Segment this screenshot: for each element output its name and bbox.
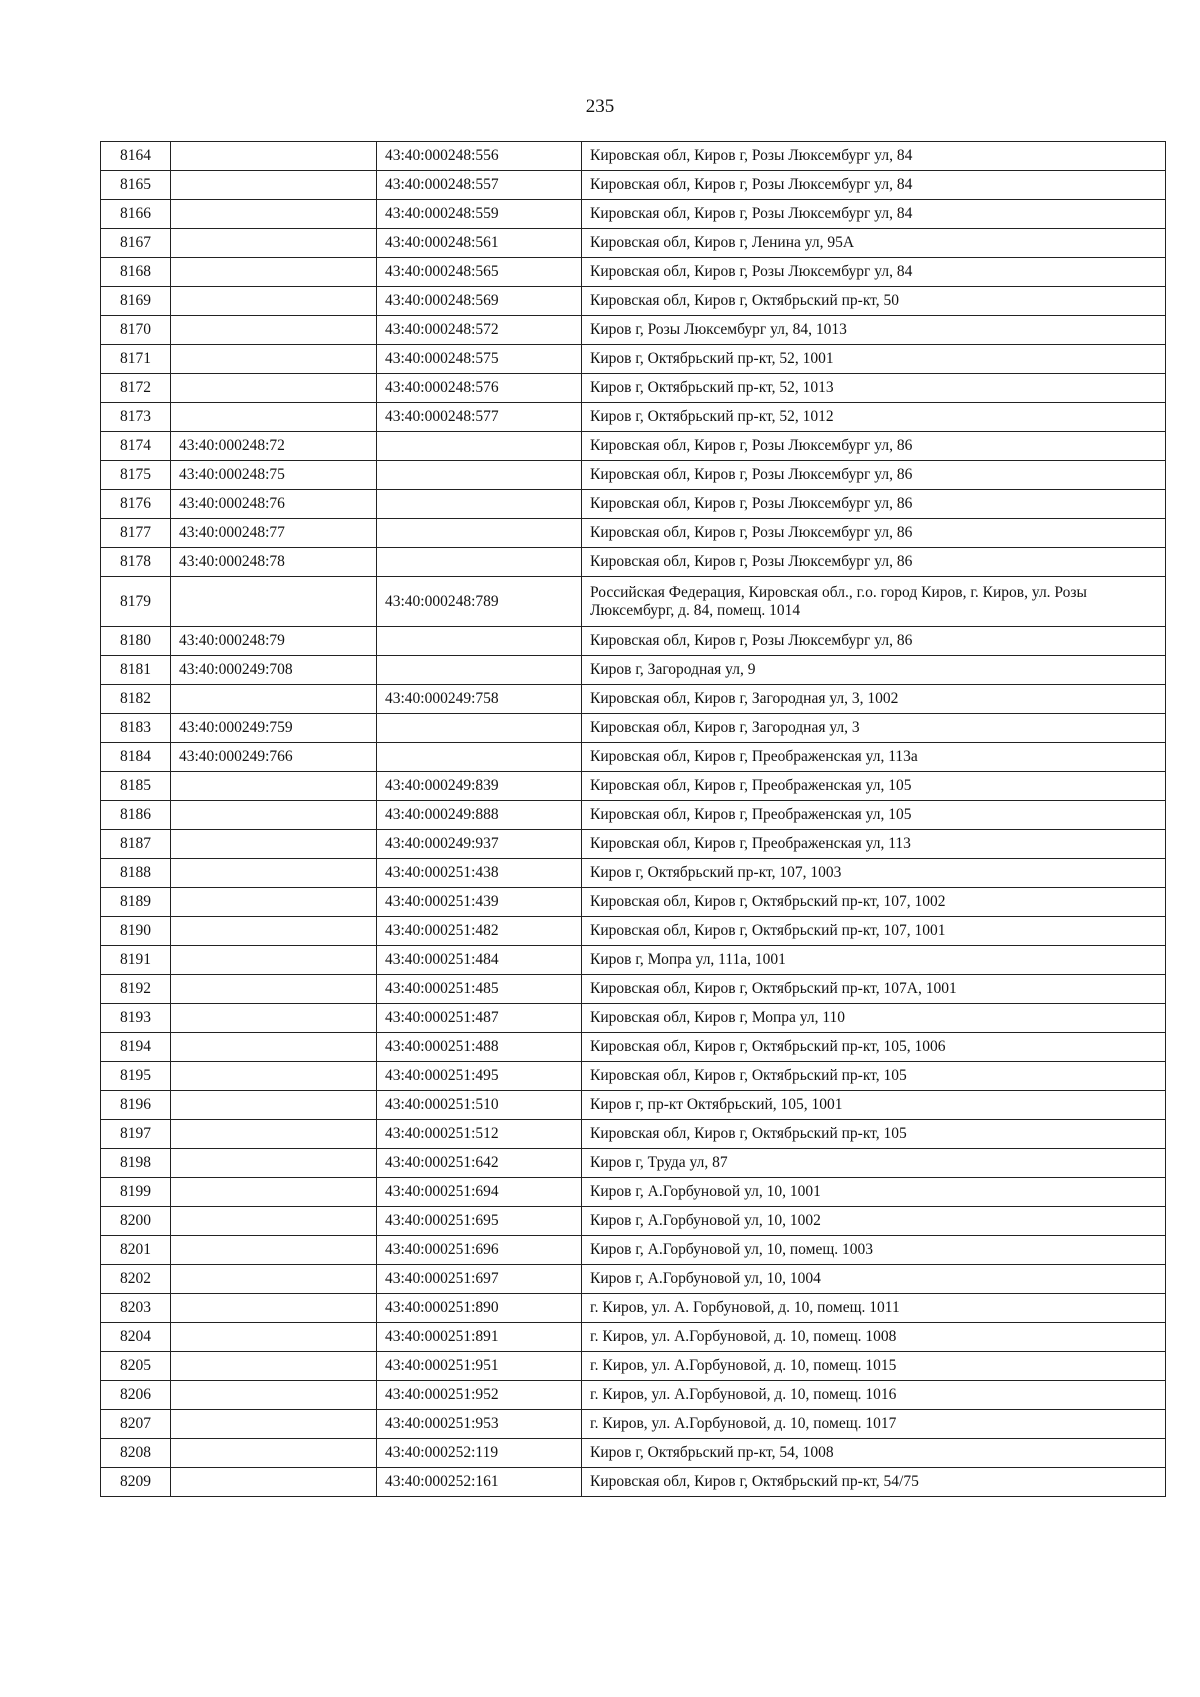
address-cell: Кировская обл, Киров г, Октябрьский пр-кт, 107, 1001 [582,917,1166,946]
land-cadastral-cell [171,1062,377,1091]
building-cadastral-cell: 43:40:000249:937 [377,830,582,859]
table-row [101,1091,1166,1120]
land-cadastral-cell [171,171,377,200]
building-cadastral-cell: 43:40:000248:789 [377,577,582,627]
row-number-cell: 8186 [101,801,171,830]
row-number-cell: 8183 [101,714,171,743]
land-cadastral-cell [171,888,377,917]
building-cadastral-cell [377,656,582,685]
table-row [101,975,1166,1004]
row-number-cell: 8175 [101,461,171,490]
table-row [101,432,1166,461]
building-cadastral-cell: 43:40:000249:758 [377,685,582,714]
address-cell: Кировская обл, Киров г, Розы Люксембург ул, 86 [582,548,1166,577]
land-cadastral-cell [171,1352,377,1381]
row-number-cell: 8180 [101,627,171,656]
address-cell: Кировская обл, Киров г, Октябрьский пр-кт, 107, 1002 [582,888,1166,917]
land-cadastral-cell [171,577,377,627]
registry-table [100,141,1166,1497]
table-row [101,830,1166,859]
table-row [101,1120,1166,1149]
row-number-cell: 8197 [101,1120,171,1149]
table-body [101,142,1166,1497]
building-cadastral-cell: 43:40:000251:890 [377,1294,582,1323]
land-cadastral-cell [171,1149,377,1178]
building-cadastral-cell: 43:40:000248:572 [377,316,582,345]
building-cadastral-cell: 43:40:000248:557 [377,171,582,200]
land-cadastral-cell [171,1323,377,1352]
building-cadastral-cell [377,743,582,772]
building-cadastral-cell: 43:40:000251:952 [377,1381,582,1410]
land-cadastral-cell: 43:40:000248:72 [171,432,377,461]
address-cell: Кировская обл, Киров г, Розы Люксембург ул, 84 [582,171,1166,200]
row-number-cell: 8202 [101,1265,171,1294]
row-number-cell: 8168 [101,258,171,287]
table-row [101,1004,1166,1033]
row-number-cell: 8203 [101,1294,171,1323]
table-row [101,1294,1166,1323]
land-cadastral-cell [171,1410,377,1439]
table-row [101,1381,1166,1410]
building-cadastral-cell: 43:40:000251:891 [377,1323,582,1352]
building-cadastral-cell [377,432,582,461]
address-cell: г. Киров, ул. А.Горбуновой, д. 10, помещ. 1016 [582,1381,1166,1410]
page-number: 235 [585,96,615,117]
row-number-cell: 8178 [101,548,171,577]
land-cadastral-cell [171,1439,377,1468]
table-row [101,548,1166,577]
table-row [101,1033,1166,1062]
table-row [101,1149,1166,1178]
building-cadastral-cell: 43:40:000248:561 [377,229,582,258]
table-row [101,577,1166,627]
building-cadastral-cell: 43:40:000251:694 [377,1178,582,1207]
row-number-cell: 8184 [101,743,171,772]
table-row [101,1323,1166,1352]
land-cadastral-cell [171,1207,377,1236]
land-cadastral-cell [171,859,377,888]
land-cadastral-cell [171,229,377,258]
row-number-cell: 8174 [101,432,171,461]
table-row [101,685,1166,714]
address-cell: Кировская обл, Киров г, Преображенская ул, 105 [582,772,1166,801]
table-row [101,1062,1166,1091]
address-cell: Кировская обл, Киров г, Преображенская ул, 113а [582,743,1166,772]
land-cadastral-cell: 43:40:000248:76 [171,490,377,519]
address-cell: г. Киров, ул. А.Горбуновой, д. 10, помещ. 1017 [582,1410,1166,1439]
address-cell: Кировская обл, Киров г, Розы Люксембург ул, 86 [582,432,1166,461]
land-cadastral-cell [171,345,377,374]
building-cadastral-cell: 43:40:000251:510 [377,1091,582,1120]
table-row [101,859,1166,888]
row-number-cell: 8188 [101,859,171,888]
row-number-cell: 8164 [101,142,171,171]
row-number-cell: 8207 [101,1410,171,1439]
address-cell: г. Киров, ул. А.Горбуновой, д. 10, помещ. 1015 [582,1352,1166,1381]
table-row [101,1468,1166,1497]
land-cadastral-cell [171,287,377,316]
land-cadastral-cell [171,142,377,171]
land-cadastral-cell [171,975,377,1004]
table-row [101,200,1166,229]
building-cadastral-cell: 43:40:000251:485 [377,975,582,1004]
land-cadastral-cell [171,801,377,830]
building-cadastral-cell: 43:40:000248:559 [377,200,582,229]
address-cell: Киров г, А.Горбуновой ул, 10, 1001 [582,1178,1166,1207]
building-cadastral-cell: 43:40:000251:484 [377,946,582,975]
row-number-cell: 8199 [101,1178,171,1207]
row-number-cell: 8200 [101,1207,171,1236]
row-number-cell: 8165 [101,171,171,200]
land-cadastral-cell [171,685,377,714]
row-number-cell: 8169 [101,287,171,316]
address-cell: Кировская обл, Киров г, Загородная ул, 3 [582,714,1166,743]
table-row [101,946,1166,975]
table-row [101,1178,1166,1207]
row-number-cell: 8206 [101,1381,171,1410]
table-row [101,403,1166,432]
building-cadastral-cell: 43:40:000248:576 [377,374,582,403]
address-cell: Киров г, пр-кт Октябрьский, 105, 1001 [582,1091,1166,1120]
address-cell: г. Киров, ул. А.Горбуновой, д. 10, помещ. 1008 [582,1323,1166,1352]
land-cadastral-cell [171,1178,377,1207]
table-row [101,142,1166,171]
land-cadastral-cell: 43:40:000249:708 [171,656,377,685]
building-cadastral-cell [377,714,582,743]
building-cadastral-cell: 43:40:000251:696 [377,1236,582,1265]
table-row [101,627,1166,656]
address-cell: Киров г, Октябрьский пр-кт, 52, 1012 [582,403,1166,432]
building-cadastral-cell: 43:40:000251:512 [377,1120,582,1149]
building-cadastral-cell: 43:40:000251:697 [377,1265,582,1294]
row-number-cell: 8170 [101,316,171,345]
land-cadastral-cell [171,772,377,801]
address-cell: Кировская обл, Киров г, Розы Люксембург ул, 86 [582,461,1166,490]
address-cell: Киров г, А.Горбуновой ул, 10, помещ. 1003 [582,1236,1166,1265]
row-number-cell: 8201 [101,1236,171,1265]
building-cadastral-cell [377,548,582,577]
row-number-cell: 8190 [101,917,171,946]
row-number-cell: 8172 [101,374,171,403]
table-row [101,888,1166,917]
row-number-cell: 8181 [101,656,171,685]
table-row [101,287,1166,316]
land-cadastral-cell [171,1091,377,1120]
table-row [101,714,1166,743]
table-row [101,1207,1166,1236]
address-cell: Российская Федерация, Кировская обл., г.о. город Киров, г. Киров, ул. Розы Люксембург, д. 84, помещ. 1014 [582,577,1166,627]
building-cadastral-cell: 43:40:000252:161 [377,1468,582,1497]
table-row [101,345,1166,374]
row-number-cell: 8204 [101,1323,171,1352]
land-cadastral-cell [171,1468,377,1497]
land-cadastral-cell [171,946,377,975]
table-row [101,801,1166,830]
row-number-cell: 8196 [101,1091,171,1120]
address-cell: Кировская обл, Киров г, Октябрьский пр-кт, 107А, 1001 [582,975,1166,1004]
row-number-cell: 8167 [101,229,171,258]
row-number-cell: 8189 [101,888,171,917]
land-cadastral-cell [171,830,377,859]
address-cell: Киров г, Октябрьский пр-кт, 52, 1013 [582,374,1166,403]
table-row [101,519,1166,548]
land-cadastral-cell [171,1236,377,1265]
address-cell: Киров г, А.Горбуновой ул, 10, 1004 [582,1265,1166,1294]
row-number-cell: 8171 [101,345,171,374]
table-row [101,1352,1166,1381]
building-cadastral-cell: 43:40:000248:569 [377,287,582,316]
building-cadastral-cell: 43:40:000251:439 [377,888,582,917]
land-cadastral-cell [171,1033,377,1062]
address-cell: Кировская обл, Киров г, Мопра ул, 110 [582,1004,1166,1033]
building-cadastral-cell: 43:40:000252:119 [377,1439,582,1468]
address-cell: Кировская обл, Киров г, Преображенская ул, 105 [582,801,1166,830]
building-cadastral-cell: 43:40:000251:482 [377,917,582,946]
address-cell: Кировская обл, Киров г, Октябрьский пр-кт, 105 [582,1062,1166,1091]
building-cadastral-cell: 43:40:000251:495 [377,1062,582,1091]
land-cadastral-cell [171,316,377,345]
land-cadastral-cell: 43:40:000248:77 [171,519,377,548]
address-cell: Киров г, Загородная ул, 9 [582,656,1166,685]
building-cadastral-cell: 43:40:000251:642 [377,1149,582,1178]
row-number-cell: 8166 [101,200,171,229]
land-cadastral-cell: 43:40:000248:78 [171,548,377,577]
land-cadastral-cell [171,1120,377,1149]
table-row [101,743,1166,772]
land-cadastral-cell [171,1294,377,1323]
building-cadastral-cell: 43:40:000248:556 [377,142,582,171]
table-row [101,258,1166,287]
table-row [101,1265,1166,1294]
table-row [101,374,1166,403]
address-cell: Киров г, Мопра ул, 111а, 1001 [582,946,1166,975]
building-cadastral-cell: 43:40:000248:575 [377,345,582,374]
address-cell: Кировская обл, Киров г, Ленина ул, 95А [582,229,1166,258]
land-cadastral-cell [171,258,377,287]
land-cadastral-cell [171,374,377,403]
land-cadastral-cell [171,200,377,229]
row-number-cell: 8182 [101,685,171,714]
table-row [101,316,1166,345]
row-number-cell: 8194 [101,1033,171,1062]
address-cell: Киров г, Розы Люксембург ул, 84, 1013 [582,316,1166,345]
building-cadastral-cell: 43:40:000251:438 [377,859,582,888]
building-cadastral-cell [377,490,582,519]
building-cadastral-cell [377,519,582,548]
building-cadastral-cell: 43:40:000248:577 [377,403,582,432]
row-number-cell: 8177 [101,519,171,548]
address-cell: Киров г, Труда ул, 87 [582,1149,1166,1178]
row-number-cell: 8205 [101,1352,171,1381]
land-cadastral-cell [171,1004,377,1033]
table-row [101,461,1166,490]
row-number-cell: 8185 [101,772,171,801]
row-number-cell: 8191 [101,946,171,975]
land-cadastral-cell [171,1381,377,1410]
row-number-cell: 8208 [101,1439,171,1468]
building-cadastral-cell: 43:40:000251:695 [377,1207,582,1236]
address-cell: Кировская обл, Киров г, Октябрьский пр-кт, 105, 1006 [582,1033,1166,1062]
building-cadastral-cell: 43:40:000251:951 [377,1352,582,1381]
row-number-cell: 8176 [101,490,171,519]
building-cadastral-cell: 43:40:000248:565 [377,258,582,287]
building-cadastral-cell: 43:40:000251:488 [377,1033,582,1062]
building-cadastral-cell [377,461,582,490]
table-row [101,772,1166,801]
address-cell: г. Киров, ул. А. Горбуновой, д. 10, помещ. 1011 [582,1294,1166,1323]
table-row [101,490,1166,519]
table-row [101,1236,1166,1265]
address-cell: Кировская обл, Киров г, Преображенская ул, 113 [582,830,1166,859]
row-number-cell: 8192 [101,975,171,1004]
row-number-cell: 8187 [101,830,171,859]
row-number-cell: 8179 [101,577,171,627]
land-cadastral-cell [171,1265,377,1294]
address-cell: Кировская обл, Киров г, Октябрьский пр-кт, 50 [582,287,1166,316]
address-cell: Кировская обл, Киров г, Розы Люксембург ул, 84 [582,200,1166,229]
building-cadastral-cell: 43:40:000249:839 [377,772,582,801]
row-number-cell: 8198 [101,1149,171,1178]
land-cadastral-cell [171,403,377,432]
table-row [101,229,1166,258]
building-cadastral-cell: 43:40:000251:953 [377,1410,582,1439]
land-cadastral-cell: 43:40:000248:79 [171,627,377,656]
address-cell: Киров г, А.Горбуновой ул, 10, 1002 [582,1207,1166,1236]
building-cadastral-cell: 43:40:000251:487 [377,1004,582,1033]
address-cell: Кировская обл, Киров г, Розы Люксембург ул, 86 [582,490,1166,519]
table-row [101,1410,1166,1439]
address-cell: Киров г, Октябрьский пр-кт, 107, 1003 [582,859,1166,888]
address-cell: Киров г, Октябрьский пр-кт, 52, 1001 [582,345,1166,374]
building-cadastral-cell [377,627,582,656]
table-row [101,171,1166,200]
table-row [101,917,1166,946]
building-cadastral-cell: 43:40:000249:888 [377,801,582,830]
address-cell: Киров г, Октябрьский пр-кт, 54, 1008 [582,1439,1166,1468]
address-cell: Кировская обл, Киров г, Загородная ул, 3, 1002 [582,685,1166,714]
row-number-cell: 8193 [101,1004,171,1033]
row-number-cell: 8173 [101,403,171,432]
row-number-cell: 8195 [101,1062,171,1091]
land-cadastral-cell: 43:40:000249:766 [171,743,377,772]
land-cadastral-cell: 43:40:000249:759 [171,714,377,743]
table-row [101,656,1166,685]
address-cell: Кировская обл, Киров г, Розы Люксембург ул, 84 [582,142,1166,171]
address-cell: Кировская обл, Киров г, Октябрьский пр-кт, 105 [582,1120,1166,1149]
row-number-cell: 8209 [101,1468,171,1497]
address-cell: Кировская обл, Киров г, Розы Люксембург ул, 86 [582,627,1166,656]
address-cell: Кировская обл, Киров г, Розы Люксембург ул, 86 [582,519,1166,548]
address-cell: Кировская обл, Киров г, Октябрьский пр-кт, 54/75 [582,1468,1166,1497]
address-cell: Кировская обл, Киров г, Розы Люксембург ул, 84 [582,258,1166,287]
table-row [101,1439,1166,1468]
land-cadastral-cell: 43:40:000248:75 [171,461,377,490]
land-cadastral-cell [171,917,377,946]
